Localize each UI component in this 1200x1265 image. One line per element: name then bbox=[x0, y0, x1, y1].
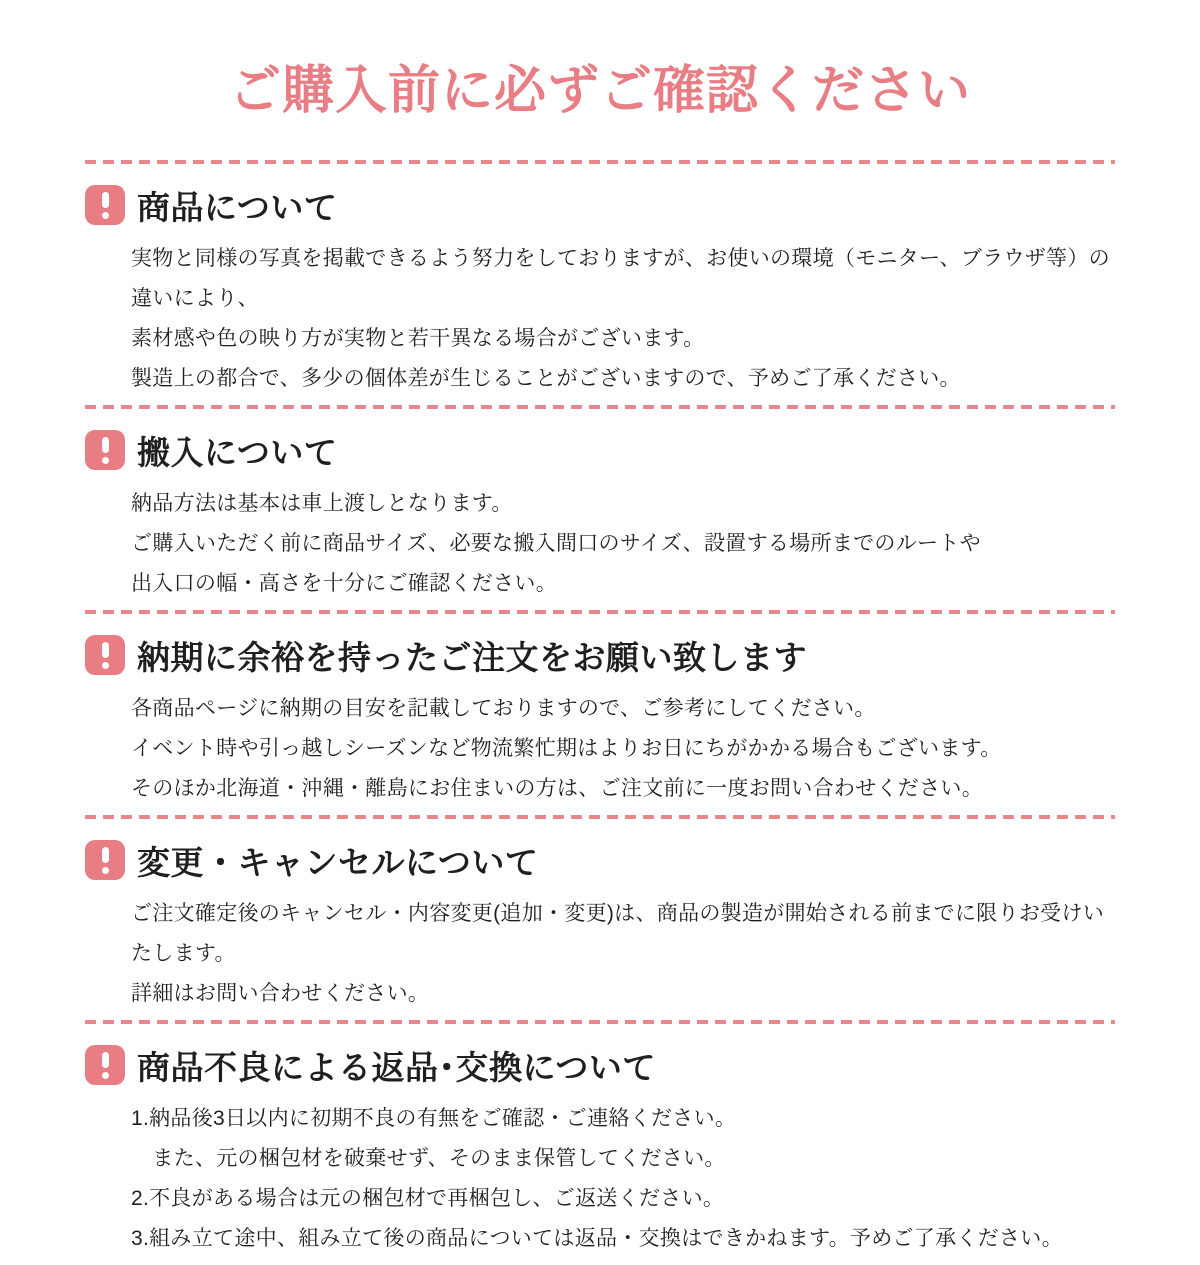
body-line: 納品方法は基本は車上渡しとなります。 bbox=[131, 491, 513, 515]
body-line: イベント時や引っ越しシーズンなど物流繁忙期はよりお日にちがかかる場合もございます。 bbox=[131, 736, 1002, 760]
body-line: 2.不良がある場合は元の梱包材で再梱包し、ご返送ください。 bbox=[131, 1186, 725, 1210]
exclamation-icon bbox=[85, 635, 125, 675]
exclamation-dot bbox=[102, 212, 109, 219]
section-heading-row bbox=[85, 1042, 1115, 1089]
section-heading: 納期に余裕を持ったご注文をお願い致します bbox=[137, 638, 807, 676]
section-body bbox=[85, 239, 1115, 399]
section-body bbox=[85, 894, 1115, 1014]
exclamation-dot bbox=[102, 1072, 109, 1079]
page-title: ご購入前に必ずご確認ください bbox=[228, 62, 971, 120]
body-line: 素材感や色の映り方が実物と若干異なる場合がございます。 bbox=[131, 326, 705, 350]
body-line: 各商品ページに納期の目安を記載しておりますので、ご参考にしてください。 bbox=[131, 696, 876, 720]
body-line: 出入口の幅・高さを十分にご確認ください。 bbox=[131, 571, 557, 595]
section-heading-row bbox=[85, 632, 1115, 679]
exclamation-bar bbox=[102, 192, 109, 208]
section-lead-time bbox=[85, 614, 1115, 815]
body-line: 1.納品後3日以内に初期不良の有無をご確認・ご連絡ください。 bbox=[131, 1106, 737, 1130]
body-line: 実物と同様の写真を掲載できるよう努力をしておりますが、お使いの環境（モニター、ブラウザ等）の違いにより、 bbox=[131, 246, 1110, 310]
section-heading-row bbox=[85, 427, 1115, 474]
section-delivery bbox=[85, 409, 1115, 610]
body-line: 製造上の都合で、多少の個体差が生じることがございますので、予めご了承ください。 bbox=[131, 366, 961, 390]
section-heading: 商品不良による返品･交換について bbox=[137, 1048, 656, 1086]
exclamation-bar bbox=[102, 642, 109, 658]
section-heading: 商品について bbox=[137, 188, 338, 226]
section-body bbox=[85, 689, 1115, 809]
section-heading-row bbox=[85, 182, 1115, 229]
exclamation-icon bbox=[85, 1045, 125, 1085]
section-heading: 搬入について bbox=[137, 433, 338, 471]
exclamation-bar bbox=[102, 437, 109, 453]
section-body bbox=[85, 484, 1115, 604]
exclamation-bar bbox=[102, 847, 109, 863]
section-heading-row bbox=[85, 837, 1115, 884]
section-return-exchange bbox=[85, 1024, 1115, 1265]
body-line: 詳細はお問い合わせください。 bbox=[131, 981, 430, 1005]
body-line: 3.組み立て途中、組み立て後の商品については返品・交換はできかねます。予めご了承ください。 bbox=[131, 1226, 1063, 1250]
section-body bbox=[85, 1099, 1115, 1259]
body-line: また、元の梱包材を破棄せず、そのまま保管してください。 bbox=[131, 1146, 726, 1170]
section-heading: 変更・キャンセルについて bbox=[137, 843, 539, 881]
section-product-info bbox=[85, 164, 1115, 405]
exclamation-icon bbox=[85, 185, 125, 225]
exclamation-dot bbox=[102, 457, 109, 464]
exclamation-dot bbox=[102, 662, 109, 669]
exclamation-dot bbox=[102, 867, 109, 874]
section-change-cancel bbox=[85, 819, 1115, 1020]
body-line: そのほか北海道・沖縄・離島にお住まいの方は、ご注文前に一度お問い合わせください。 bbox=[131, 776, 983, 800]
exclamation-bar bbox=[102, 1052, 109, 1068]
body-line: ご購入いただく前に商品サイズ、必要な搬入間口のサイズ、設置する場所までのルートや bbox=[131, 531, 981, 555]
exclamation-icon bbox=[85, 840, 125, 880]
body-line: ご注文確定後のキャンセル・内容変更(追加・変更)は、商品の製造が開始される前までに限りお受けいたします。 bbox=[131, 901, 1105, 965]
exclamation-icon bbox=[85, 430, 125, 470]
